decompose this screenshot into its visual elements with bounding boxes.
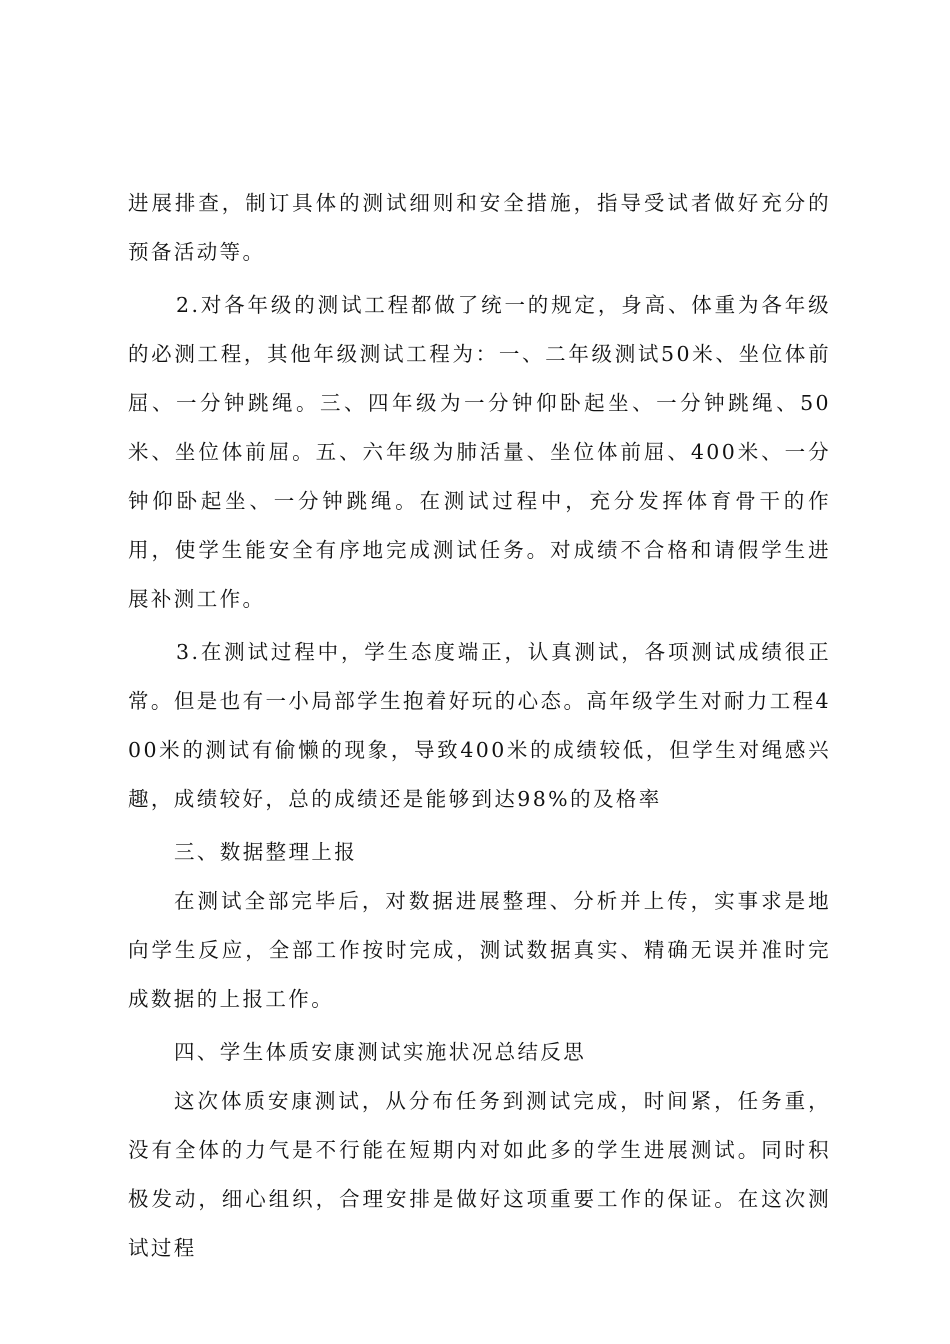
section-heading-data-reporting: 三、数据整理上报 <box>174 840 358 864</box>
paragraph-continued: 进展排查，制订具体的测试细则和安全措施，指导受试者做好充分的预备活动等。 <box>128 191 831 264</box>
section-heading-reflection: 四、学生体质安康测试实施状况总结反思 <box>174 1040 587 1064</box>
paragraph-data-reporting: 在测试全部完毕后，对数据进展整理、分析并上传，实事求是地向学生反应，全部工作按时完成，测试数据真实、精确无误并准时完成数据的上报工作。 <box>128 889 831 1011</box>
document-body <box>128 179 831 1273</box>
paragraph-item-2: 2.对各年级的测试工程都做了统一的规定，身高、体重为各年级的必测工程，其他年级测试工程为：一、二年级测试50米、坐位体前屈、一分钟跳绳。三、四年级为一分钟仰卧起坐、一分钟跳绳、50米、坐位体前屈。五、六年级为肺活量、坐位体前屈、400米、一分钟仰卧起坐、一分钟跳绳。在测试过程中，充分发挥体育骨干的作用，使学生能安全有序地完成测试任务。对成绩不合格和请假学生进展补测工作。 <box>128 293 831 611</box>
paragraph-reflection: 这次体质安康测试，从分布任务到测试完成，时间紧，任务重，没有全体的力气是不行能在短期内对如此多的学生进展测试。同时积极发动，细心组织，合理安排是做好这项重要工作的保证。在这次测试过程 <box>128 1089 831 1260</box>
paragraph-item-3: 3.在测试过程中，学生态度端正，认真测试，各项测试成绩很正常。但是也有一小局部学生抱着好玩的心态。高年级学生对耐力工程400米的测试有偷懒的现象，导致400米的成绩较低，但学生对绳感兴趣，成绩较好，总的成绩还是能够到达98%的及格率 <box>128 640 831 811</box>
